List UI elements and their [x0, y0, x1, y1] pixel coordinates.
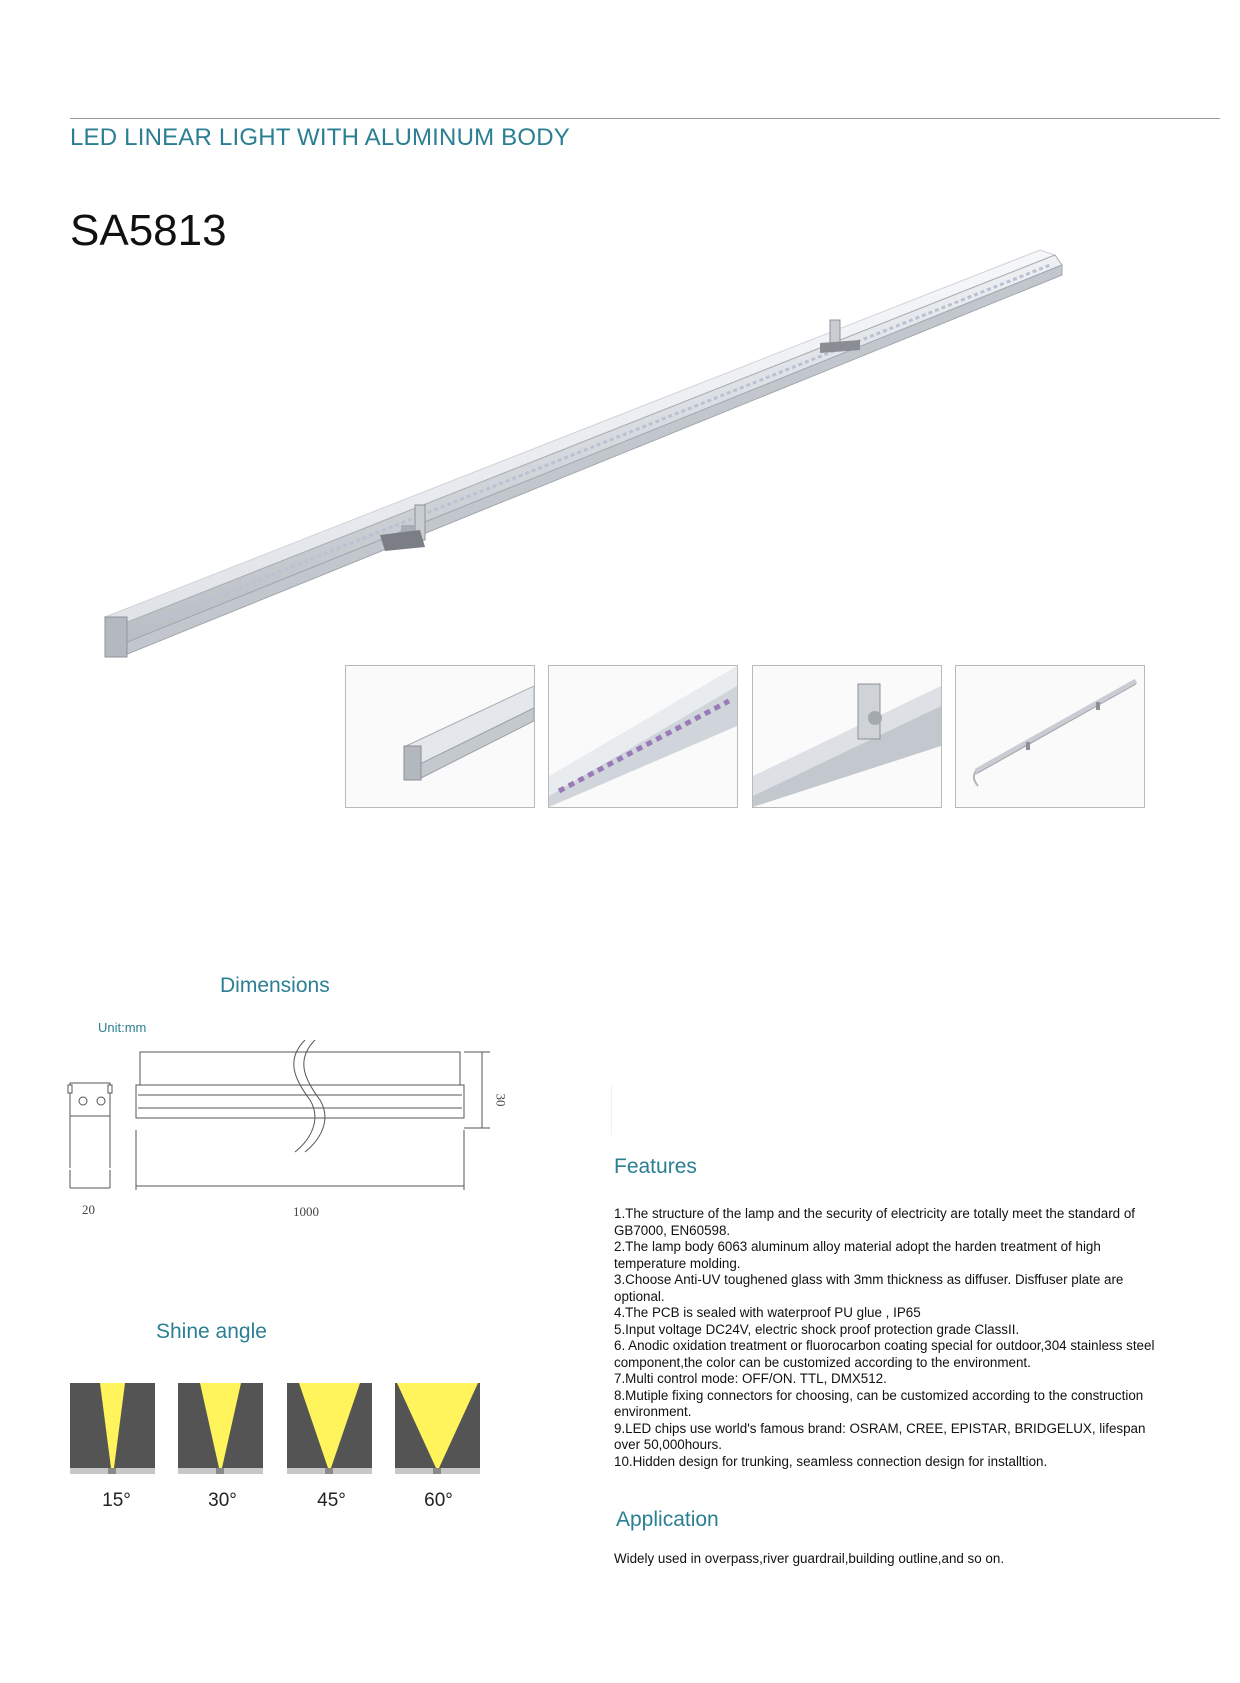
dimension-length: 1000: [293, 1204, 319, 1219]
feature-item: 3.Choose Anti-UV toughened glass with 3mm thickness as diffuser. Disffuser plate are optional.: [614, 1272, 1124, 1304]
application-title: Application: [616, 1508, 719, 1531]
dimension-drawing: [60, 1040, 520, 1215]
thumbnail-mounting-bracket: [752, 665, 942, 808]
feature-item: 8.Mutiple fixing connectors for choosing, can be customized according to the construction environment.: [614, 1387, 1144, 1419]
feature-item: 6. Anodic oxidation treatment or fluorocarbon coating special for outdoor,304 stainless steel component,the color can be customized according to the environment.: [614, 1338, 1155, 1370]
beam-30-icon: [178, 1383, 263, 1475]
beam-label-60: 60°: [424, 1490, 453, 1511]
features-title: Features: [614, 1155, 697, 1178]
thumbnail-full-fixture: [955, 665, 1145, 808]
feature-item: 5.Input voltage DC24V, electric shock proof protection grade ClassII.: [614, 1321, 1020, 1337]
features-list: [614, 1206, 1174, 1470]
feature-item: 10.Hidden design for trunking, seamless connection design for installtion.: [614, 1453, 1048, 1469]
shine-angle-title: Shine angle: [156, 1320, 267, 1343]
unit-label: Unit:mm: [98, 1020, 147, 1035]
dimension-height: 30: [493, 1093, 509, 1107]
beam-label-15: 15°: [102, 1490, 131, 1511]
beam-label-30: 30°: [208, 1490, 237, 1511]
thumbnail-end-cap: [345, 665, 535, 808]
beam-15-icon: [70, 1383, 155, 1475]
feature-item: 1.The structure of the lamp and the security of electricity are totally meet the standard of GB7000, EN60598.: [614, 1206, 1136, 1238]
dimension-width: 20: [82, 1202, 95, 1217]
hero-product-image: [95, 225, 1075, 675]
beam-45-icon: [287, 1383, 372, 1475]
beam-label-45: 45°: [317, 1490, 346, 1511]
top-divider: [70, 118, 1220, 119]
model-number: SA5813: [70, 206, 227, 255]
feature-item: 2.The lamp body 6063 aluminum alloy material adopt the harden treatment of high temperature molding.: [614, 1239, 1101, 1271]
beam-60-icon: [395, 1383, 480, 1475]
feature-item: 7.Multi control mode: OFF/ON. TTL, DMX512.: [614, 1371, 887, 1386]
thumbnail-led-strip: [548, 665, 738, 808]
category-title: LED LINEAR LIGHT WITH ALUMINUM BODY: [70, 124, 570, 151]
dimensions-title: Dimensions: [220, 974, 330, 997]
application-text: Widely used in overpass,river guardrail,building outline,and so on.: [614, 1551, 1005, 1566]
feature-item: 9.LED chips use world's famous brand: OSRAM, CREE, EPISTAR, BRIDGELUX, lifespan over 50,000hours.: [614, 1420, 1146, 1452]
divider: [611, 1085, 612, 1135]
feature-item: 4.The PCB is sealed with waterproof PU glue , IP65: [614, 1305, 921, 1320]
